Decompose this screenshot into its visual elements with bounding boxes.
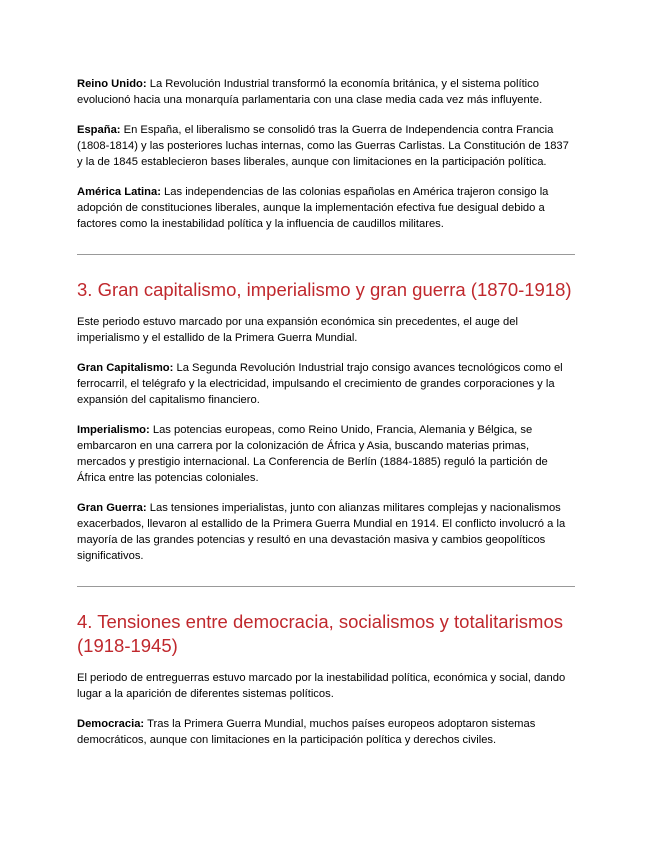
paragraph-text: En España, el liberalismo se consolidó tras la Guerra de Independencia contra Francia (1808-1814) y las posteriores luchas internas, como las Guerras Carlistas. La Constitución de 1837 y la de 1845 establecieron bases liberales, aunque con limitaciones en la participación política. (77, 124, 569, 168)
term-label: América Latina: (77, 186, 161, 198)
term-label: Reino Unido: (77, 78, 147, 90)
section-divider (77, 254, 575, 255)
term-label: España: (77, 124, 121, 136)
section-3-heading: 3. Gran capitalismo, imperialismo y gran guerra (1870-1918) (77, 279, 572, 300)
term-label: Imperialismo: (77, 424, 150, 436)
paragraph-espana (77, 122, 577, 170)
paragraph-text: La Segunda Revolución Industrial trajo consigo avances tecnológicos como el ferrocarril, el telégrafo y la electricidad, impulsando el crecimiento de grandes corporaciones y la expansión del capitalismo financiero. (77, 362, 563, 406)
term-label: Gran Capitalismo: (77, 362, 174, 374)
paragraph-text: Las independencias de las colonias españolas en América trajeron consigo la adopción de constituciones liberales, aunque la implementación efectiva fue desigual debido a factores como la inestabilidad política y la influencia de caudillos militares. (77, 186, 549, 230)
paragraph-gran-capitalismo (77, 360, 577, 408)
term-label: Democracia: (77, 718, 145, 730)
section-divider (77, 586, 575, 587)
paragraph-text: Las potencias europeas, como Reino Unido, Francia, Alemania y Bélgica, se embarcaron en una carrera por la colonización de África y Asia, buscando materias primas, mercados y prestigio internacional. La Conferencia de Berlín (1884-1885) reguló la partición de África entre las potencias coloniales. (77, 424, 548, 484)
section-4-intro: El periodo de entreguerras estuvo marcado por la inestabilidad política, económica y social, dando lugar a la aparición de diferentes sistemas políticos. (77, 672, 566, 700)
paragraph-imperialismo (77, 422, 577, 486)
section-4-heading: 4. Tensiones entre democracia, socialismos y totalitarismos (1918-1945) (77, 611, 564, 656)
section-3-intro: Este periodo estuvo marcado por una expansión económica sin precedentes, el auge del imperialismo y el estallido de la Primera Guerra Mundial. (77, 316, 518, 344)
paragraph-text: La Revolución Industrial transformó la economía británica, y el sistema político evolucionó hacia una monarquía parlamentaria con una clase media cada vez más influyente. (77, 78, 543, 106)
paragraph-democracia (77, 716, 577, 748)
paragraph-america-latina (77, 184, 577, 232)
paragraph-gran-guerra (77, 500, 577, 564)
paragraph-text: Tras la Primera Guerra Mundial, muchos países europeos adoptaron sistemas democráticos, aunque con limitaciones en la participación política y derechos civiles. (77, 718, 536, 746)
paragraph-text: Las tensiones imperialistas, junto con alianzas militares complejas y nacionalismos exacerbados, llevaron al estallido de la Primera Guerra Mundial en 1914. El conflicto involucró a la mayoría de las grandes potencias y resultó en una devastación masiva y cambios geopolíticos significativos. (77, 502, 566, 562)
document-content (77, 76, 577, 748)
paragraph-reino-unido (77, 76, 577, 108)
term-label: Gran Guerra: (77, 502, 147, 514)
